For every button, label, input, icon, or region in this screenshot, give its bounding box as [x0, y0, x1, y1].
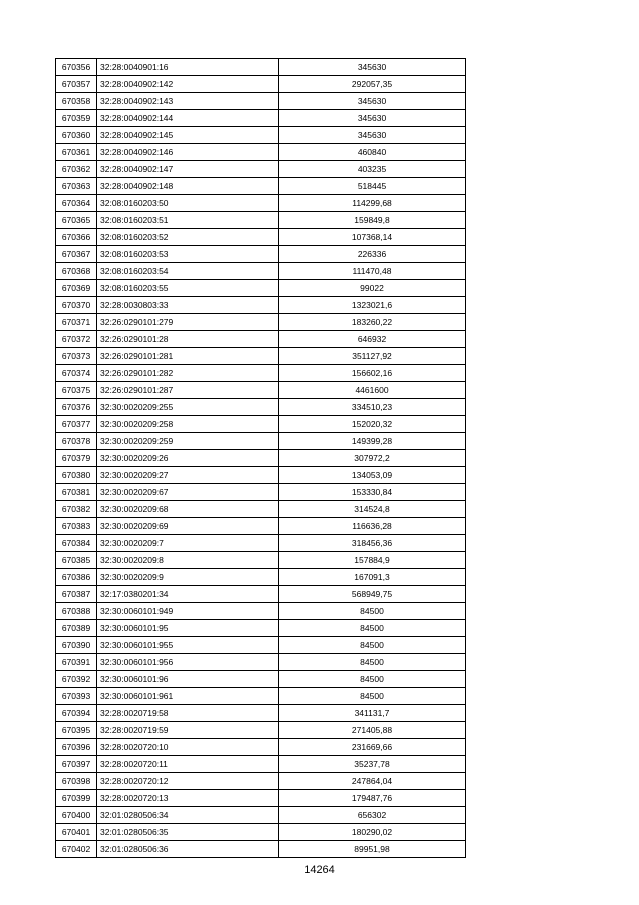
row-id-cell: 670394: [56, 705, 97, 722]
row-id-cell: 670370: [56, 297, 97, 314]
row-id-cell: 670390: [56, 637, 97, 654]
row-id-cell: 670392: [56, 671, 97, 688]
table-row: [56, 161, 466, 178]
row-id-cell: 670378: [56, 433, 97, 450]
table-row: [56, 297, 466, 314]
table-row: [56, 93, 466, 110]
row-id-cell: 670382: [56, 501, 97, 518]
cadastral-number-cell: 32:30:0020209:27: [97, 467, 279, 484]
cadastral-number-cell: 32:28:0040902:144: [97, 110, 279, 127]
table-row: [56, 399, 466, 416]
cadastral-number-cell: 32:26:0290101:281: [97, 348, 279, 365]
row-id-cell: 670385: [56, 552, 97, 569]
row-id-cell: 670376: [56, 399, 97, 416]
cadastral-number-cell: 32:01:0280506:35: [97, 824, 279, 841]
row-id-cell: 670374: [56, 365, 97, 382]
table-row: [56, 671, 466, 688]
page-number: 14264: [304, 864, 335, 876]
table-row: [56, 416, 466, 433]
cadastral-number-cell: 32:30:0060101:95: [97, 620, 279, 637]
table-row: [56, 586, 466, 603]
cadastral-number-cell: 32:28:0040902:148: [97, 178, 279, 195]
cadastral-number-cell: 32:28:0030803:33: [97, 297, 279, 314]
row-id-cell: 670356: [56, 59, 97, 76]
row-id-cell: 670393: [56, 688, 97, 705]
cadastral-number-cell: 32:08:0160203:50: [97, 195, 279, 212]
cadastral-value-cell: 656302: [279, 807, 466, 824]
table-row: [56, 450, 466, 467]
table-row: [56, 263, 466, 280]
cadastral-value-cell: 84500: [279, 688, 466, 705]
cadastral-value-cell: 183260,22: [279, 314, 466, 331]
row-id-cell: 670381: [56, 484, 97, 501]
cadastral-value-cell: 1323021,6: [279, 297, 466, 314]
cadastral-value-cell: 307972,2: [279, 450, 466, 467]
table-row: [56, 382, 466, 399]
row-id-cell: 670396: [56, 739, 97, 756]
cadastral-number-cell: 32:30:0020209:259: [97, 433, 279, 450]
row-id-cell: 670358: [56, 93, 97, 110]
table-row: [56, 756, 466, 773]
cadastral-value-cell: 107368,14: [279, 229, 466, 246]
cadastral-number-cell: 32:30:0020209:7: [97, 535, 279, 552]
cadastral-number-cell: 32:30:0060101:949: [97, 603, 279, 620]
cadastral-value-cell: 180290,02: [279, 824, 466, 841]
cadastral-value-cell: 116636,28: [279, 518, 466, 535]
cadastral-value-cell: 226336: [279, 246, 466, 263]
cadastral-number-cell: 32:30:0020209:69: [97, 518, 279, 535]
cadastral-number-cell: 32:30:0020209:258: [97, 416, 279, 433]
cadastral-value-cell: 518445: [279, 178, 466, 195]
row-id-cell: 670377: [56, 416, 97, 433]
row-id-cell: 670375: [56, 382, 97, 399]
row-id-cell: 670400: [56, 807, 97, 824]
cadastral-number-cell: 32:26:0290101:287: [97, 382, 279, 399]
cadastral-number-cell: 32:28:0040902:146: [97, 144, 279, 161]
cadastral-number-cell: 32:08:0160203:54: [97, 263, 279, 280]
cadastral-number-cell: 32:30:0020209:8: [97, 552, 279, 569]
cadastral-value-cell: 318456,36: [279, 535, 466, 552]
cadastral-value-cell: 314524,8: [279, 501, 466, 518]
table-row: [56, 110, 466, 127]
cadastral-value-cell: 231669,66: [279, 739, 466, 756]
cadastral-number-cell: 32:28:0020720:11: [97, 756, 279, 773]
table-row: [56, 195, 466, 212]
table-row: [56, 569, 466, 586]
row-id-cell: 670361: [56, 144, 97, 161]
cadastral-value-cell: 84500: [279, 620, 466, 637]
row-id-cell: 670387: [56, 586, 97, 603]
cadastral-value-cell: 460840: [279, 144, 466, 161]
table-row: [56, 824, 466, 841]
cadastral-value-cell: 114299,68: [279, 195, 466, 212]
row-id-cell: 670391: [56, 654, 97, 671]
row-id-cell: 670365: [56, 212, 97, 229]
row-id-cell: 670401: [56, 824, 97, 841]
cadastral-value-cell: 149399,28: [279, 433, 466, 450]
cadastral-value-cell: 35237,78: [279, 756, 466, 773]
row-id-cell: 670399: [56, 790, 97, 807]
row-id-cell: 670384: [56, 535, 97, 552]
cadastral-value-cell: 568949,75: [279, 586, 466, 603]
row-id-cell: 670371: [56, 314, 97, 331]
row-id-cell: 670397: [56, 756, 97, 773]
row-id-cell: 670398: [56, 773, 97, 790]
table-row: [56, 841, 466, 858]
cadastral-number-cell: 32:26:0290101:279: [97, 314, 279, 331]
cadastral-number-cell: 32:28:0020719:58: [97, 705, 279, 722]
cadastral-number-cell: 32:01:0280506:34: [97, 807, 279, 824]
cadastral-value-cell: 159849,8: [279, 212, 466, 229]
row-id-cell: 670362: [56, 161, 97, 178]
cadastral-value-cell: 99022: [279, 280, 466, 297]
cadastral-value-cell: 345630: [279, 59, 466, 76]
row-id-cell: 670360: [56, 127, 97, 144]
row-id-cell: 670388: [56, 603, 97, 620]
cadastral-value-cell: 179487,76: [279, 790, 466, 807]
table-row: [56, 705, 466, 722]
cadastral-value-cell: 334510,23: [279, 399, 466, 416]
table-row: [56, 178, 466, 195]
table-row: [56, 807, 466, 824]
cadastral-value-cell: 134053,09: [279, 467, 466, 484]
table-row: [56, 552, 466, 569]
cadastral-number-cell: 32:26:0290101:282: [97, 365, 279, 382]
row-id-cell: 670402: [56, 841, 97, 858]
cadastral-value-cell: 84500: [279, 654, 466, 671]
table-row: [56, 212, 466, 229]
table-row: [56, 501, 466, 518]
cadastral-value-cell: 341131,7: [279, 705, 466, 722]
cadastral-value-cell: 89951,98: [279, 841, 466, 858]
cadastral-number-cell: 32:30:0020209:68: [97, 501, 279, 518]
cadastral-number-cell: 32:26:0290101:28: [97, 331, 279, 348]
cadastral-value-cell: 345630: [279, 110, 466, 127]
cadastral-number-cell: 32:28:0020720:12: [97, 773, 279, 790]
cadastral-value-cell: 84500: [279, 603, 466, 620]
table-row: [56, 76, 466, 93]
table-row: [56, 688, 466, 705]
cadastral-number-cell: 32:28:0040902:142: [97, 76, 279, 93]
cadastral-value-cell: 157884,9: [279, 552, 466, 569]
table-row: [56, 603, 466, 620]
cadastral-value-cell: 351127,92: [279, 348, 466, 365]
cadastral-number-cell: 32:17:0380201:34: [97, 586, 279, 603]
cadastral-number-cell: 32:28:0040902:147: [97, 161, 279, 178]
cadastral-number-cell: 32:01:0280506:36: [97, 841, 279, 858]
table-row: [56, 620, 466, 637]
table-row: [56, 433, 466, 450]
cadastral-number-cell: 32:28:0020719:59: [97, 722, 279, 739]
table-row: [56, 331, 466, 348]
table-row: [56, 739, 466, 756]
row-id-cell: 670363: [56, 178, 97, 195]
cadastral-value-cell: 153330,84: [279, 484, 466, 501]
cadastral-value-cell: 403235: [279, 161, 466, 178]
row-id-cell: 670368: [56, 263, 97, 280]
cadastral-number-cell: 32:30:0020209:255: [97, 399, 279, 416]
row-id-cell: 670386: [56, 569, 97, 586]
table-row: [56, 518, 466, 535]
cadastral-value-cell: 156602,16: [279, 365, 466, 382]
row-id-cell: 670357: [56, 76, 97, 93]
row-id-cell: 670366: [56, 229, 97, 246]
table-row: [56, 144, 466, 161]
row-id-cell: 670373: [56, 348, 97, 365]
table-row: [56, 484, 466, 501]
table-row: [56, 773, 466, 790]
table-row: [56, 59, 466, 76]
table-row: [56, 246, 466, 263]
row-id-cell: 670367: [56, 246, 97, 263]
cadastral-value-cell: 152020,32: [279, 416, 466, 433]
row-id-cell: 670372: [56, 331, 97, 348]
cadastral-value-cell: 247864,04: [279, 773, 466, 790]
cadastral-number-cell: 32:30:0060101:961: [97, 688, 279, 705]
cadastral-number-cell: 32:28:0020720:13: [97, 790, 279, 807]
table-row: [56, 348, 466, 365]
cadastral-number-cell: 32:28:0020720:10: [97, 739, 279, 756]
cadastral-number-cell: 32:30:0020209:67: [97, 484, 279, 501]
row-id-cell: 670389: [56, 620, 97, 637]
cadastral-value-cell: 4461600: [279, 382, 466, 399]
row-id-cell: 670364: [56, 195, 97, 212]
cadastral-number-cell: 32:28:0040902:143: [97, 93, 279, 110]
table-row: [56, 280, 466, 297]
cadastral-number-cell: 32:28:0040901:16: [97, 59, 279, 76]
cadastral-value-cell: 345630: [279, 93, 466, 110]
row-id-cell: 670383: [56, 518, 97, 535]
table-row: [56, 790, 466, 807]
cadastral-value-cell: 292057,35: [279, 76, 466, 93]
cadastral-value-cell: 167091,3: [279, 569, 466, 586]
table-row: [56, 314, 466, 331]
table-row: [56, 229, 466, 246]
table-row: [56, 722, 466, 739]
cadastral-value-cell: 84500: [279, 671, 466, 688]
cadastral-number-cell: 32:30:0060101:96: [97, 671, 279, 688]
table-row: [56, 535, 466, 552]
cadastral-number-cell: 32:08:0160203:53: [97, 246, 279, 263]
cadastral-number-cell: 32:08:0160203:52: [97, 229, 279, 246]
table-row: [56, 127, 466, 144]
cadastral-number-cell: 32:08:0160203:51: [97, 212, 279, 229]
row-id-cell: 670395: [56, 722, 97, 739]
table-row: [56, 654, 466, 671]
row-id-cell: 670369: [56, 280, 97, 297]
row-id-cell: 670380: [56, 467, 97, 484]
cadastral-value-table: [55, 58, 466, 858]
row-id-cell: 670379: [56, 450, 97, 467]
cadastral-number-cell: 32:30:0060101:956: [97, 654, 279, 671]
table-row: [56, 365, 466, 382]
cadastral-number-cell: 32:28:0040902:145: [97, 127, 279, 144]
cadastral-value-cell: 111470,48: [279, 263, 466, 280]
table-row: [56, 467, 466, 484]
table-row: [56, 637, 466, 654]
cadastral-value-cell: 271405,88: [279, 722, 466, 739]
cadastral-number-cell: 32:30:0020209:26: [97, 450, 279, 467]
row-id-cell: 670359: [56, 110, 97, 127]
cadastral-value-cell: 84500: [279, 637, 466, 654]
cadastral-number-cell: 32:08:0160203:55: [97, 280, 279, 297]
cadastral-value-cell: 345630: [279, 127, 466, 144]
cadastral-number-cell: 32:30:0060101:955: [97, 637, 279, 654]
cadastral-value-cell: 646932: [279, 331, 466, 348]
cadastral-number-cell: 32:30:0020209:9: [97, 569, 279, 586]
table-body: [56, 59, 466, 858]
